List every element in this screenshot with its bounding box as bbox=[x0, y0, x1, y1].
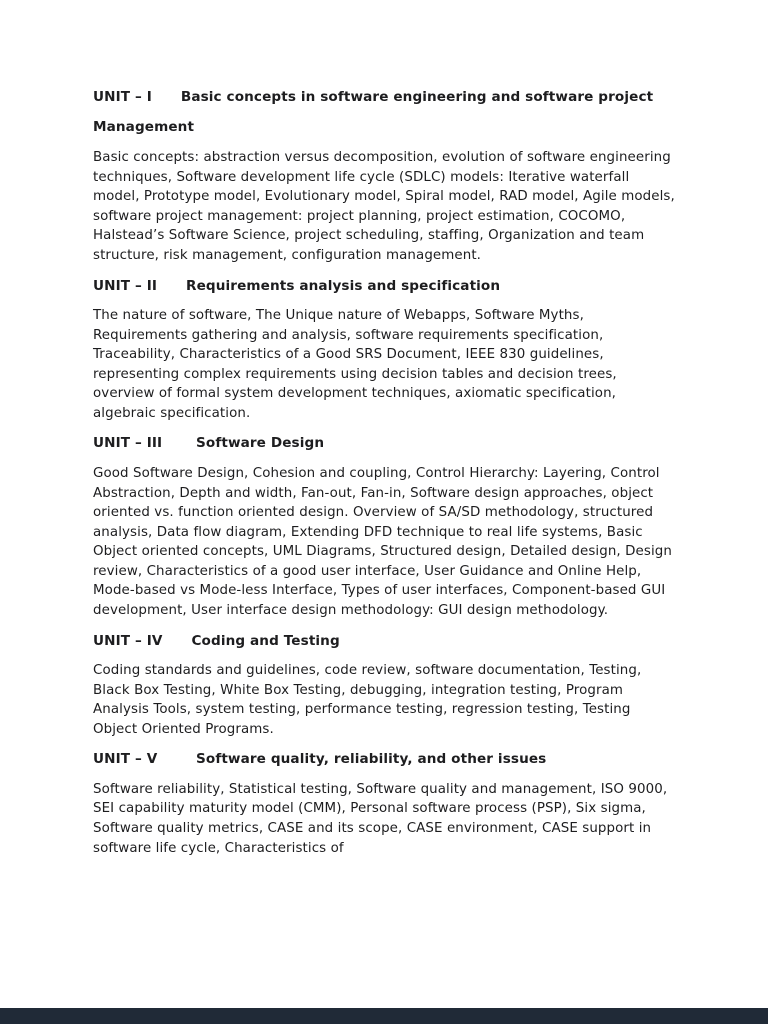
unit-5-body: Software reliability, Statistical testing, Software quality and management, ISO 9000, SEI capability maturity model (CMM), Personal software process (PSP), Six sigma, Software quality metrics, CASE and its scope, CASE environment, CASE support in software life cycle, Characteristics of bbox=[93, 781, 668, 856]
unit-4-body: Coding standards and guidelines, code review, software documentation, Testing, Black Box Testing, White Box Testing, debugging, integration testing, Program Analysis Tools, system testing, performance testing, regression testing, Testing Object Oriented Programs. bbox=[93, 663, 642, 737]
unit-1-heading: UNIT – I Basic concepts in software engineering and software project bbox=[93, 89, 654, 105]
section-unit-2 bbox=[93, 277, 676, 424]
unit-1-subheading: Management bbox=[93, 118, 195, 135]
unit-2-body: The nature of software, The Unique nature of Webapps, Software Myths, Requirements gathering and analysis, software requirements specification, Traceability, Characteristics of a Good SRS Document, IEEE 830 guidelines, representing complex requirements using decision tables and decision trees, overview of formal system development techniques, axiomatic specification, algebraic specification. bbox=[93, 308, 617, 421]
section-unit-3 bbox=[93, 434, 676, 620]
unit-4-heading: UNIT – IV Coding and Testing bbox=[93, 632, 340, 649]
viewer-bottom-bar bbox=[0, 1008, 768, 1024]
section-unit-1 bbox=[93, 88, 676, 266]
unit-2-heading: UNIT – II Requirements analysis and specification bbox=[93, 277, 501, 294]
section-unit-5 bbox=[93, 750, 676, 858]
unit-1-body: Basic concepts: abstraction versus decomposition, evolution of software engineering techniques, Software development life cycle (SDLC) models: Iterative waterfall model, Prototype model, Evolutionary model, Spiral model, RAD model, Agile models, software project management: project planning, project estimation, COCOMO, Halstead’s Software Science, project scheduling, staffing, Organization and team structure, risk management, configuration management. bbox=[93, 150, 675, 263]
unit-3-heading: UNIT – III Software Design bbox=[93, 435, 325, 452]
unit-5-heading: UNIT – V Software quality, reliability, and other issues bbox=[93, 751, 547, 768]
section-unit-4 bbox=[93, 632, 676, 740]
unit-3-body: Good Software Design, Cohesion and coupling, Control Hierarchy: Layering, Control Abstraction, Depth and width, Fan-out, Fan-in, Software design approaches, object oriented vs. function oriented design. Overview of SA/SD methodology, structured analysis, Data flow diagram, Extending DFD technique to real life systems, Basic Object oriented concepts, UML Diagrams, Structured design, Detailed design, Design review, Characteristics of a good user interface, User Guidance and Online Help, Mode-based vs Mode-less Interface, Types of user interfaces, Component-based GUI development, User interface design methodology: GUI design methodology. bbox=[93, 466, 672, 618]
